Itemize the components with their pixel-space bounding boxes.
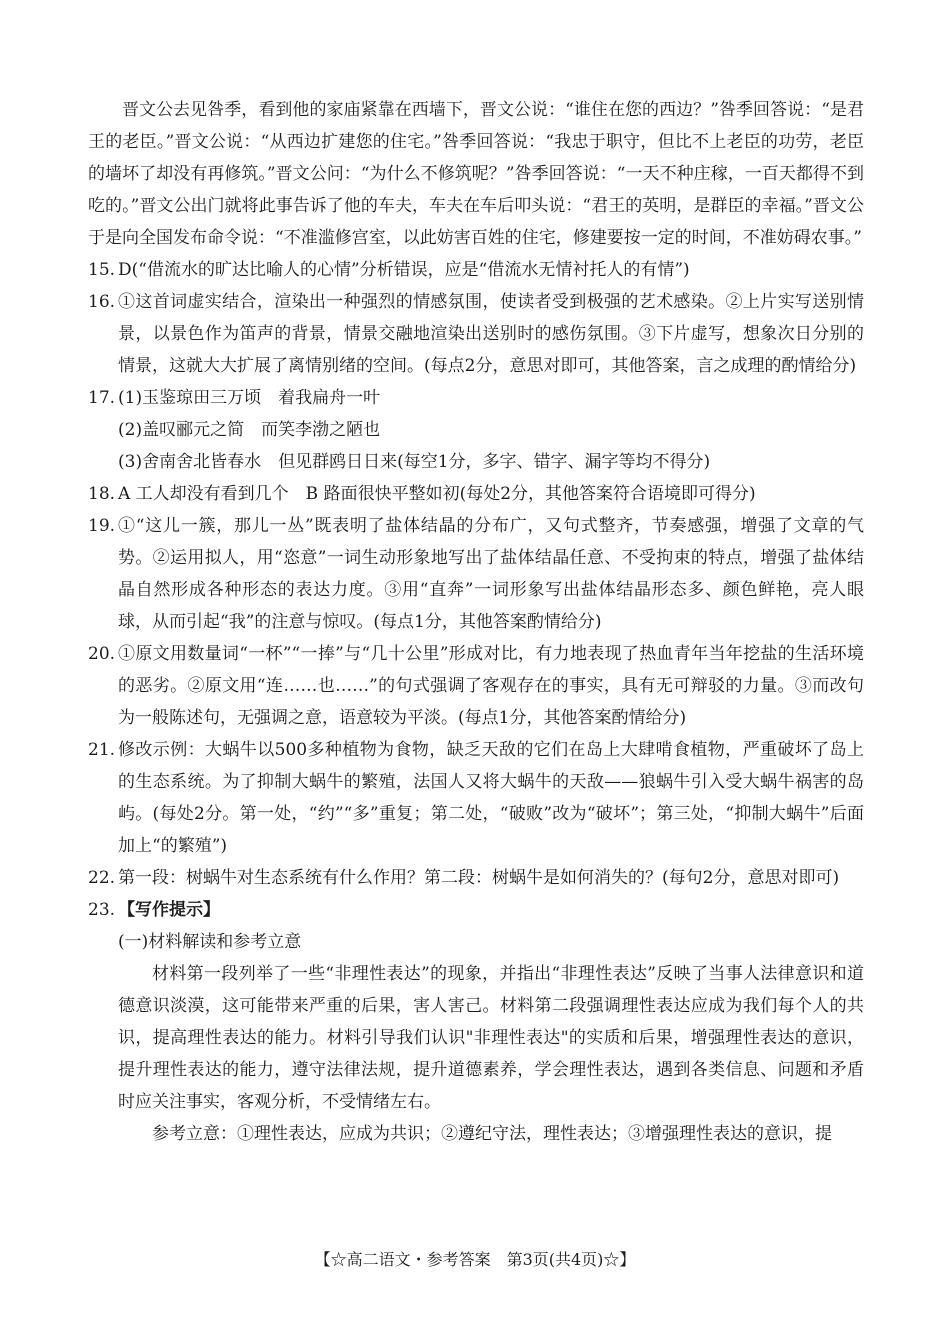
answer-text: ①这首词虚实结合，渲染出一种强烈的情感氛围，使读者受到极强的艺术感染。②上片实写送别情景，以景色作为笛声的背景，情景交融地渲染出送别时的感伤氛围。③下片虚写，想象次日分别的情景，这就大大扩展了离情别绪的空间。(每点2分，意思对即可，其他答案，言之成理的酌情给分) [118,292,864,376]
answer-text: A 工人却没有看到几个 B 路面很快平整如初(每处2分，其他答案符合语境即可得分) [118,484,756,504]
answer-line-2: (2)盖叹郦元之简 而笑李渤之陋也 [118,420,381,440]
answer-18 [88,478,864,510]
answer-text: ①“这儿一簇，那儿一丛”既表明了盐体结晶的分布广，又句式整齐，节奏感强，增强了文章的气势。②运用拟人，用“恣意”一词生动形象地写出了盐体结晶任意、不受拘束的特点，增强了盐体结晶自然形成各种形态的表达力度。③用“直奔”一词形象写出盐体结晶形态多、颜色鲜艳，亮人眼球，从而引起“我”的注意与惊叹。(每点1分，其他答案酌情给分) [118,516,864,632]
answer-23 [88,894,864,926]
page-content [88,94,864,1150]
writing-tips-heading: 【写作提示】 [118,900,220,920]
answer-text: 修改示例：大蜗牛以500多种植物为食物，缺乏天敌的它们在岛上大肆啃食植物，严重破坏了岛上的生态系统。为了抑制大蜗牛的繁殖，法国人又将大蜗牛的天敌——狼蜗牛引入受大蜗牛祸害的岛屿。(每处2分。第一处，“约”“多”重复；第二处，“破败”改为“破坏”；第三处，“抑制大蜗牛”后面加上“的繁殖”) [118,740,864,856]
material-analysis-heading: (一)材料解读和参考立意 [118,932,302,952]
question-number: 19. [88,516,116,536]
answer-17 [88,382,864,478]
answer-line-3: (3)舍南舍北皆春水 但见群鸥日日来(每空1分，多字、错字、漏字等均不得分) [118,452,711,472]
question-number: 22. [88,868,116,888]
question-number: 23. [88,900,116,920]
answer-20 [88,638,864,734]
answer-text: 第一段：树蜗牛对生态系统有什么作用？第二段：树蜗牛是如何消失的？(每句2分，意思对即可) [118,868,840,888]
question-number: 20. [88,644,116,664]
reference-theme-paragraph: 参考立意：①理性表达，应成为共识；②遵纪守法，理性表达；③增强理性表达的意识，提 [152,1124,832,1144]
question-number: 17. [88,388,116,408]
translation-paragraph: 晋文公去见咎季，看到他的家庙紧靠在西墙下，晋文公说：“谁住在您的西边？”咎季回答说：“是君王的老臣。”晋文公说：“从西边扩建您的住宅。”咎季回答说：“我忠于职守，但比不上老臣的功劳，老臣的墙坏了却没有再修筑。”晋文公问：“为什么不修筑呢？”咎季回答说：“一天不种庄稼，一百天都得不到吃的。”晋文公出门就将此事告诉了他的车夫，车夫在车后叩头说：“君王的英明，是群臣的幸福。”晋文公于是向全国发布命令说：“不准滥修宫室，以此妨害百姓的住宅，修建要按一定的时间，不准妨碍农事。” [88,100,864,248]
answer-16 [88,286,864,382]
question-number: 21. [88,740,116,760]
answer-22 [88,862,864,894]
answer-21 [88,734,864,862]
answer-line-1: (1)玉鉴琼田三万顷 着我扁舟一叶 [118,388,381,408]
page-footer: 【☆高二语文・参考答案 第3页(共4页)☆】 [314,1250,636,1269]
question-number: 18. [88,484,116,504]
answer-text: D(“借流水的旷达比喻人的心情”分析错误，应是“借流水无情衬托人的有情”) [118,260,690,280]
question-number: 15. [88,260,116,280]
answer-19 [88,510,864,638]
question-number: 16. [88,292,116,312]
material-analysis-paragraph: 材料第一段列举了一些“非理性表达”的现象，并指出“非理性表达”反映了当事人法律意识和道德意识淡漠，这可能带来严重的后果，害人害己。材料第二段强调理性表达应成为我们每个人的共识，提高理性表达的能力。材料引导我们认识"非理性表达"的实质和后果，增强理性表达的意识，提升理性表达的能力，遵守法律法规，提升道德素养，学会理性表达，遇到各类信息、问题和矛盾时应关注事实，客观分析，不受情绪左右。 [118,964,864,1112]
answer-text: ①原文用数量词“一杯”“一捧”与“几十公里”形成对比，有力地表现了热血青年当年挖盐的生活环境的恶劣。②原文用“连……也……”的句式强调了客观存在的事实，具有无可辩驳的力量。③而改句为一般陈述句，无强调之意，语意较为平淡。(每点1分，其他答案酌情给分) [118,644,864,728]
answer-15 [88,254,864,286]
